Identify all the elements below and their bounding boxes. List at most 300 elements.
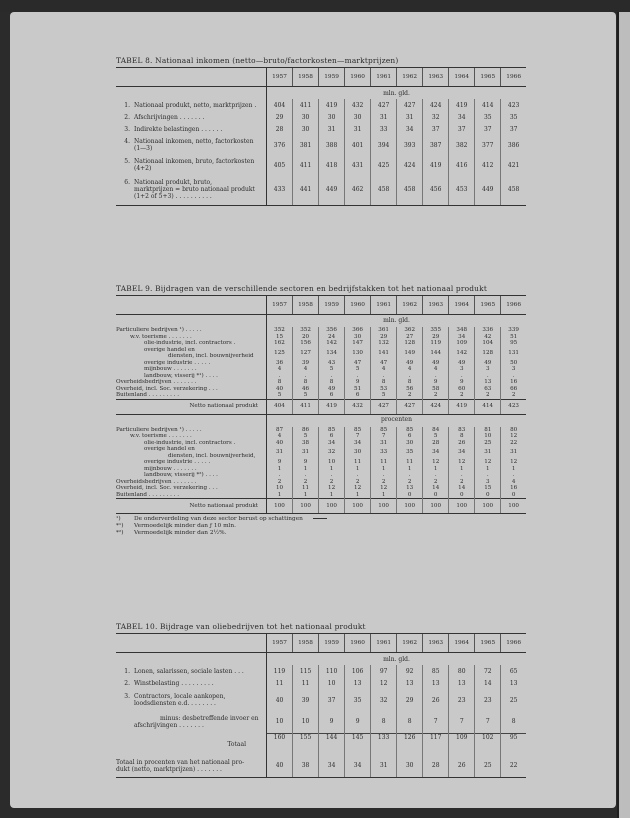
- value-cell: 37: [501, 123, 526, 135]
- value-cell: 128: [397, 340, 423, 347]
- value-cell: 12: [475, 459, 501, 466]
- year-header: 1958: [293, 68, 319, 87]
- value-cell: 42: [475, 334, 501, 341]
- footnote: [116, 530, 526, 537]
- row-label: [116, 111, 267, 123]
- value-cell: 2: [345, 479, 371, 486]
- value-cell: 80: [449, 665, 475, 677]
- value-cell: 49: [423, 360, 449, 367]
- value-cell: 7: [345, 433, 371, 440]
- value-cell: 15: [475, 485, 501, 492]
- value-cell: 431: [345, 155, 371, 175]
- footnote-text: Vermoedelijk minder dan 2½%.: [134, 530, 227, 536]
- row-label-text: Afschrijvingen . . . . . . .: [134, 113, 205, 121]
- value-cell: 29: [397, 689, 423, 711]
- value-cell: .: [371, 472, 397, 479]
- value-cell: 109: [449, 340, 475, 347]
- value-cell: 29: [267, 111, 293, 123]
- year-header-row: [116, 296, 526, 315]
- value-cell: 80: [501, 427, 526, 434]
- value-cell: 458: [397, 175, 423, 205]
- value-cell: 0: [449, 492, 475, 499]
- footnote-marker: *¹): [116, 523, 124, 529]
- row-label: [116, 99, 267, 111]
- row-label: [116, 392, 267, 399]
- value-cell: 34: [423, 446, 449, 459]
- value-cell: 53: [371, 386, 397, 393]
- value-cell: 85: [345, 427, 371, 434]
- value-cell: 1: [345, 466, 371, 473]
- value-cell: .: [397, 373, 423, 380]
- value-cell: .: [371, 373, 397, 380]
- value-cell: 5: [319, 366, 345, 373]
- value-cell: 16: [501, 379, 526, 386]
- year-header: 1958: [293, 634, 319, 653]
- value-cell: 10: [319, 677, 345, 689]
- value-cell: 13: [397, 485, 423, 492]
- table-row: [116, 492, 526, 499]
- value-cell: 37: [319, 689, 345, 711]
- year-header: 1960: [345, 68, 371, 87]
- row-label-text-cont: afschrijvingen . . . . . . .: [134, 722, 204, 729]
- value-cell: 0: [501, 492, 526, 499]
- value-cell: 12: [345, 485, 371, 492]
- row-label-text-cont: marktprijzen = bruto nationaal produkt: [134, 186, 255, 194]
- value-cell: 49: [449, 360, 475, 367]
- value-cell: 100: [293, 499, 319, 514]
- value-cell: 9: [267, 459, 293, 466]
- table-9-grid: [116, 295, 526, 514]
- scan-top-border: [0, 0, 630, 12]
- value-cell: .: [345, 373, 371, 380]
- book-spine-edge: [617, 12, 630, 818]
- value-cell: 29: [423, 334, 449, 341]
- value-cell: 419: [423, 155, 449, 175]
- value-cell: 419: [319, 99, 345, 111]
- value-cell: 13: [423, 677, 449, 689]
- table-8-caption: TABEL 8. Nationaal inkomen (netto—bruto/factorkosten—marktprijzen): [116, 56, 399, 65]
- value-cell: 106: [345, 665, 371, 677]
- value-cell: 8: [371, 379, 397, 386]
- value-cell: 144: [319, 733, 345, 755]
- value-cell: 100: [475, 499, 501, 514]
- row-label-text: landbouw, visserij *¹) . . . .: [144, 372, 218, 379]
- table-10-grid: [116, 633, 526, 778]
- value-cell: 51: [501, 334, 526, 341]
- row-number: 5.: [124, 158, 130, 165]
- value-cell: 8: [267, 379, 293, 386]
- value-cell: 424: [423, 99, 449, 111]
- value-cell: 81: [475, 427, 501, 434]
- value-cell: 141: [371, 347, 397, 360]
- row-label-text: Nationaal inkomen, bruto, factorkosten: [134, 158, 255, 165]
- row-label-text-cont: loodsdiensten e.d. . . . . . . .: [134, 700, 216, 707]
- row-number: 2.: [124, 679, 130, 687]
- value-cell: 352: [267, 327, 293, 334]
- header-label-cell: [116, 634, 267, 653]
- value-cell: 23: [475, 689, 501, 711]
- value-cell: 432: [345, 99, 371, 111]
- value-cell: .: [293, 373, 319, 380]
- value-cell: 361: [371, 327, 397, 334]
- value-cell: 0: [475, 492, 501, 499]
- value-cell: 5: [293, 433, 319, 440]
- value-cell: 40: [267, 440, 293, 447]
- value-cell: 13: [397, 677, 423, 689]
- value-cell: 7: [475, 711, 501, 733]
- year-header: 1960: [345, 634, 371, 653]
- row-label-text-cont: diensten, incl. bouwnijverheid,: [168, 452, 256, 459]
- table-row: [116, 123, 526, 135]
- value-cell: 33: [371, 123, 397, 135]
- value-cell: 38: [293, 440, 319, 447]
- value-cell: 2: [397, 392, 423, 399]
- row-label-text: overige industrie . . . . .: [144, 459, 211, 465]
- value-cell: 12: [501, 459, 526, 466]
- value-cell: 4: [267, 433, 293, 440]
- value-cell: 34: [449, 334, 475, 341]
- unit-row: [116, 414, 526, 427]
- year-header: 1961: [371, 634, 397, 653]
- value-cell: 28: [423, 755, 449, 777]
- value-cell: 352: [293, 327, 319, 334]
- value-cell: 1: [475, 466, 501, 473]
- unit-row: [116, 653, 526, 666]
- year-header: 1962: [397, 296, 423, 315]
- value-cell: 34: [449, 446, 475, 459]
- value-cell: 24: [319, 334, 345, 341]
- value-cell: 356: [319, 327, 345, 334]
- unit-spacer: [116, 87, 267, 100]
- value-cell: 1: [449, 466, 475, 473]
- value-cell: 414: [475, 99, 501, 111]
- row-label: [116, 492, 267, 499]
- value-cell: 1: [345, 492, 371, 499]
- row-label-text: Particuliere bedrijven ¹) . . . . .: [116, 426, 202, 433]
- value-cell: 25: [475, 440, 501, 447]
- value-cell: 27: [397, 334, 423, 341]
- value-cell: 14: [423, 485, 449, 492]
- value-cell: 5: [345, 366, 371, 373]
- value-cell: 31: [345, 123, 371, 135]
- value-cell: 376: [267, 135, 293, 155]
- value-cell: 0: [397, 492, 423, 499]
- value-cell: 11: [293, 677, 319, 689]
- value-cell: 9: [293, 459, 319, 466]
- row-label-text: Lonen, salarissen, sociale lasten . . .: [134, 667, 244, 675]
- table-row: [116, 392, 526, 399]
- value-cell: 8: [319, 379, 345, 386]
- value-cell: 10: [475, 433, 501, 440]
- year-header: 1963: [423, 634, 449, 653]
- value-cell: 7: [449, 711, 475, 733]
- value-cell: 458: [371, 175, 397, 205]
- row-label-text: mijnbouw . . . . . . .: [144, 465, 197, 472]
- table-9: [116, 284, 526, 537]
- row-label-text: Overheid, incl. Soc. verzekering . . .: [116, 385, 218, 392]
- footnote-marker: *²): [116, 530, 124, 536]
- value-cell: 393: [397, 135, 423, 155]
- value-cell: 13: [449, 677, 475, 689]
- row-label-text-cont: dukt (netto, marktprijzen) . . . . . . .: [116, 765, 222, 773]
- value-cell: 16: [501, 485, 526, 492]
- percentage-row: [116, 755, 526, 777]
- value-cell: 2: [449, 392, 475, 399]
- value-cell: 30: [345, 446, 371, 459]
- value-cell: 10: [293, 711, 319, 733]
- value-cell: 427: [397, 399, 423, 414]
- value-cell: 11: [397, 459, 423, 466]
- value-cell: 85: [397, 427, 423, 434]
- row-label-text: Winstbelasting . . . . . . . . .: [134, 679, 214, 687]
- table-8: [116, 56, 526, 206]
- value-cell: 348: [449, 327, 475, 334]
- value-cell: 29: [371, 334, 397, 341]
- value-cell: 4: [397, 366, 423, 373]
- year-header: 1959: [319, 296, 345, 315]
- value-cell: 131: [501, 347, 526, 360]
- footnote-text: De onderverdeling van deze sector berust op schattingen: [134, 516, 303, 522]
- value-cell: 411: [293, 155, 319, 175]
- value-cell: 128: [475, 347, 501, 360]
- value-cell: 31: [371, 111, 397, 123]
- value-cell: 85: [371, 427, 397, 434]
- value-cell: 28: [423, 440, 449, 447]
- year-header: 1957: [267, 634, 293, 653]
- row-label-text-cont: (1+2 of 5+3) . . . . . . . . . .: [134, 193, 212, 201]
- value-cell: 132: [371, 340, 397, 347]
- value-cell: 355: [423, 327, 449, 334]
- year-header: 1964: [449, 68, 475, 87]
- row-label-text: overige industrie . . . . .: [144, 359, 211, 366]
- value-cell: 387: [423, 135, 449, 155]
- value-cell: 405: [267, 155, 293, 175]
- value-cell: 133: [371, 733, 397, 755]
- value-cell: .: [267, 373, 293, 380]
- value-cell: 416: [449, 155, 475, 175]
- value-cell: 31: [371, 755, 397, 777]
- value-cell: 12: [501, 433, 526, 440]
- year-header: 1961: [371, 68, 397, 87]
- value-cell: 40: [267, 755, 293, 777]
- value-cell: 432: [345, 399, 371, 414]
- value-cell: 424: [423, 399, 449, 414]
- value-cell: 423: [501, 99, 526, 111]
- year-header: 1962: [397, 634, 423, 653]
- value-cell: 145: [345, 733, 371, 755]
- value-cell: 46: [293, 386, 319, 393]
- value-cell: 51: [345, 386, 371, 393]
- row-label: [116, 446, 267, 459]
- value-cell: 60: [449, 386, 475, 393]
- value-cell: 117: [423, 733, 449, 755]
- value-cell: 386: [501, 135, 526, 155]
- value-cell: 144: [423, 347, 449, 360]
- row-label-text: Overheidsbedrijven . . . . . . .: [116, 379, 197, 385]
- value-cell: 40: [267, 386, 293, 393]
- row-label: [116, 123, 267, 135]
- row-label: [116, 665, 267, 677]
- value-cell: 362: [397, 327, 423, 334]
- table-10: [116, 622, 526, 778]
- row-label-text: Particuliere bedrijven ¹) . . . . .: [116, 327, 202, 333]
- table-row: [116, 677, 526, 689]
- value-cell: 5: [423, 433, 449, 440]
- row-number: 4.: [124, 138, 130, 145]
- value-cell: 2: [319, 479, 345, 486]
- value-cell: 449: [319, 175, 345, 205]
- value-cell: 22: [501, 440, 526, 447]
- value-cell: 9: [319, 711, 345, 733]
- value-cell: 119: [423, 340, 449, 347]
- row-label-text: Contractors, locale aankopen,: [134, 693, 226, 700]
- table-10-caption: TABEL 10. Bijdrage van oliebedrijven tot het nationaal produkt: [116, 622, 366, 631]
- value-cell: 4: [293, 366, 319, 373]
- row-label-text: Indirekte belastingen . . . . . .: [134, 125, 223, 133]
- value-cell: 50: [501, 360, 526, 367]
- value-cell: 427: [371, 399, 397, 414]
- value-cell: 427: [371, 99, 397, 111]
- value-cell: 28: [267, 123, 293, 135]
- value-cell: 14: [449, 485, 475, 492]
- row-label-text: Nationaal produkt, netto, marktprijzen .: [134, 101, 257, 109]
- value-cell: 11: [345, 459, 371, 466]
- value-cell: 130: [345, 347, 371, 360]
- total-label: Netto nationaal produkt: [116, 399, 267, 414]
- value-cell: 30: [345, 334, 371, 341]
- value-cell: 10: [319, 459, 345, 466]
- value-cell: 149: [397, 347, 423, 360]
- unit-label: mln. gld.: [267, 87, 527, 100]
- table-8-grid: [116, 67, 526, 206]
- unit-label: procenten: [267, 414, 527, 427]
- value-cell: 25: [475, 755, 501, 777]
- value-cell: 8: [397, 711, 423, 733]
- value-cell: 125: [267, 347, 293, 360]
- value-cell: 30: [319, 111, 345, 123]
- row-number: 6.: [124, 179, 130, 187]
- row-label: [116, 135, 267, 155]
- year-header: 1962: [397, 68, 423, 87]
- row-number: 3.: [124, 125, 130, 133]
- value-cell: 86: [293, 427, 319, 434]
- value-cell: 34: [397, 123, 423, 135]
- value-cell: 1: [423, 466, 449, 473]
- value-cell: 12: [371, 485, 397, 492]
- value-cell: 462: [345, 175, 371, 205]
- value-cell: 49: [319, 386, 345, 393]
- value-cell: .: [319, 472, 345, 479]
- value-cell: 85: [423, 665, 449, 677]
- row-label-text-cont: diensten, incl. bouwnijverheid: [168, 353, 254, 359]
- value-cell: 8: [449, 433, 475, 440]
- value-cell: 34: [345, 755, 371, 777]
- value-cell: 100: [449, 499, 475, 514]
- value-cell: 5: [267, 392, 293, 399]
- value-cell: 9: [345, 379, 371, 386]
- value-cell: 2: [293, 479, 319, 486]
- value-cell: 34: [345, 440, 371, 447]
- value-cell: 339: [501, 327, 526, 334]
- value-cell: 7: [371, 433, 397, 440]
- year-header: 1965: [475, 634, 501, 653]
- row-label: [116, 711, 267, 733]
- value-cell: 100: [501, 499, 526, 514]
- footnote: [116, 516, 526, 523]
- value-cell: 3: [475, 366, 501, 373]
- value-cell: 34: [319, 440, 345, 447]
- value-cell: 142: [449, 347, 475, 360]
- value-cell: 381: [293, 135, 319, 155]
- value-cell: 35: [475, 111, 501, 123]
- value-cell: 4: [267, 366, 293, 373]
- year-header: 1965: [475, 68, 501, 87]
- value-cell: 100: [397, 499, 423, 514]
- total-row: [116, 499, 526, 514]
- row-label-text: olie-industrie, incl. contractors .: [144, 340, 236, 346]
- row-number: 3.: [124, 693, 130, 700]
- value-cell: 456: [423, 175, 449, 205]
- year-header: 1959: [319, 68, 345, 87]
- table-row: [116, 135, 526, 155]
- table-9-caption: TABEL 9. Bijdragen van de verschillende sectoren en bedrijfstakken tot het nationaal produkt: [116, 284, 487, 293]
- value-cell: 6: [319, 392, 345, 399]
- value-cell: 4: [423, 366, 449, 373]
- row-label-text: landbouw, visserij *²) . . . .: [144, 472, 218, 478]
- value-cell: .: [319, 373, 345, 380]
- value-cell: 1: [319, 466, 345, 473]
- table-row: [116, 665, 526, 677]
- value-cell: 31: [371, 440, 397, 447]
- value-cell: 1: [371, 466, 397, 473]
- value-cell: 2: [501, 392, 526, 399]
- value-cell: 449: [475, 175, 501, 205]
- value-cell: 35: [397, 446, 423, 459]
- year-header: 1963: [423, 68, 449, 87]
- value-cell: .: [449, 373, 475, 380]
- value-cell: 3: [449, 366, 475, 373]
- value-cell: 31: [319, 123, 345, 135]
- value-cell: .: [449, 472, 475, 479]
- table-row: [116, 347, 526, 360]
- value-cell: 12: [371, 677, 397, 689]
- value-cell: 419: [449, 399, 475, 414]
- value-cell: 127: [293, 347, 319, 360]
- value-cell: 388: [319, 135, 345, 155]
- value-cell: 100: [267, 499, 293, 514]
- value-cell: 5: [293, 392, 319, 399]
- row-label-text: Nationaal inkomen, netto, factorkosten: [134, 138, 254, 145]
- value-cell: 31: [293, 446, 319, 459]
- value-cell: 109: [449, 733, 475, 755]
- row-label-text: overige handel en: [144, 346, 195, 353]
- value-cell: 11: [371, 459, 397, 466]
- value-cell: .: [267, 472, 293, 479]
- row-label-text: mijnbouw . . . . . . .: [144, 366, 197, 372]
- table-row: [116, 689, 526, 711]
- value-cell: 36: [267, 360, 293, 367]
- value-cell: 134: [319, 347, 345, 360]
- value-cell: 30: [397, 440, 423, 447]
- row-label: [116, 755, 267, 777]
- value-cell: 13: [501, 677, 526, 689]
- value-cell: 85: [319, 427, 345, 434]
- row-label-text: olie-industrie, incl. contractors .: [144, 439, 236, 446]
- value-cell: 63: [475, 386, 501, 393]
- value-cell: 411: [293, 99, 319, 111]
- value-cell: 104: [475, 340, 501, 347]
- table-row: [116, 446, 526, 459]
